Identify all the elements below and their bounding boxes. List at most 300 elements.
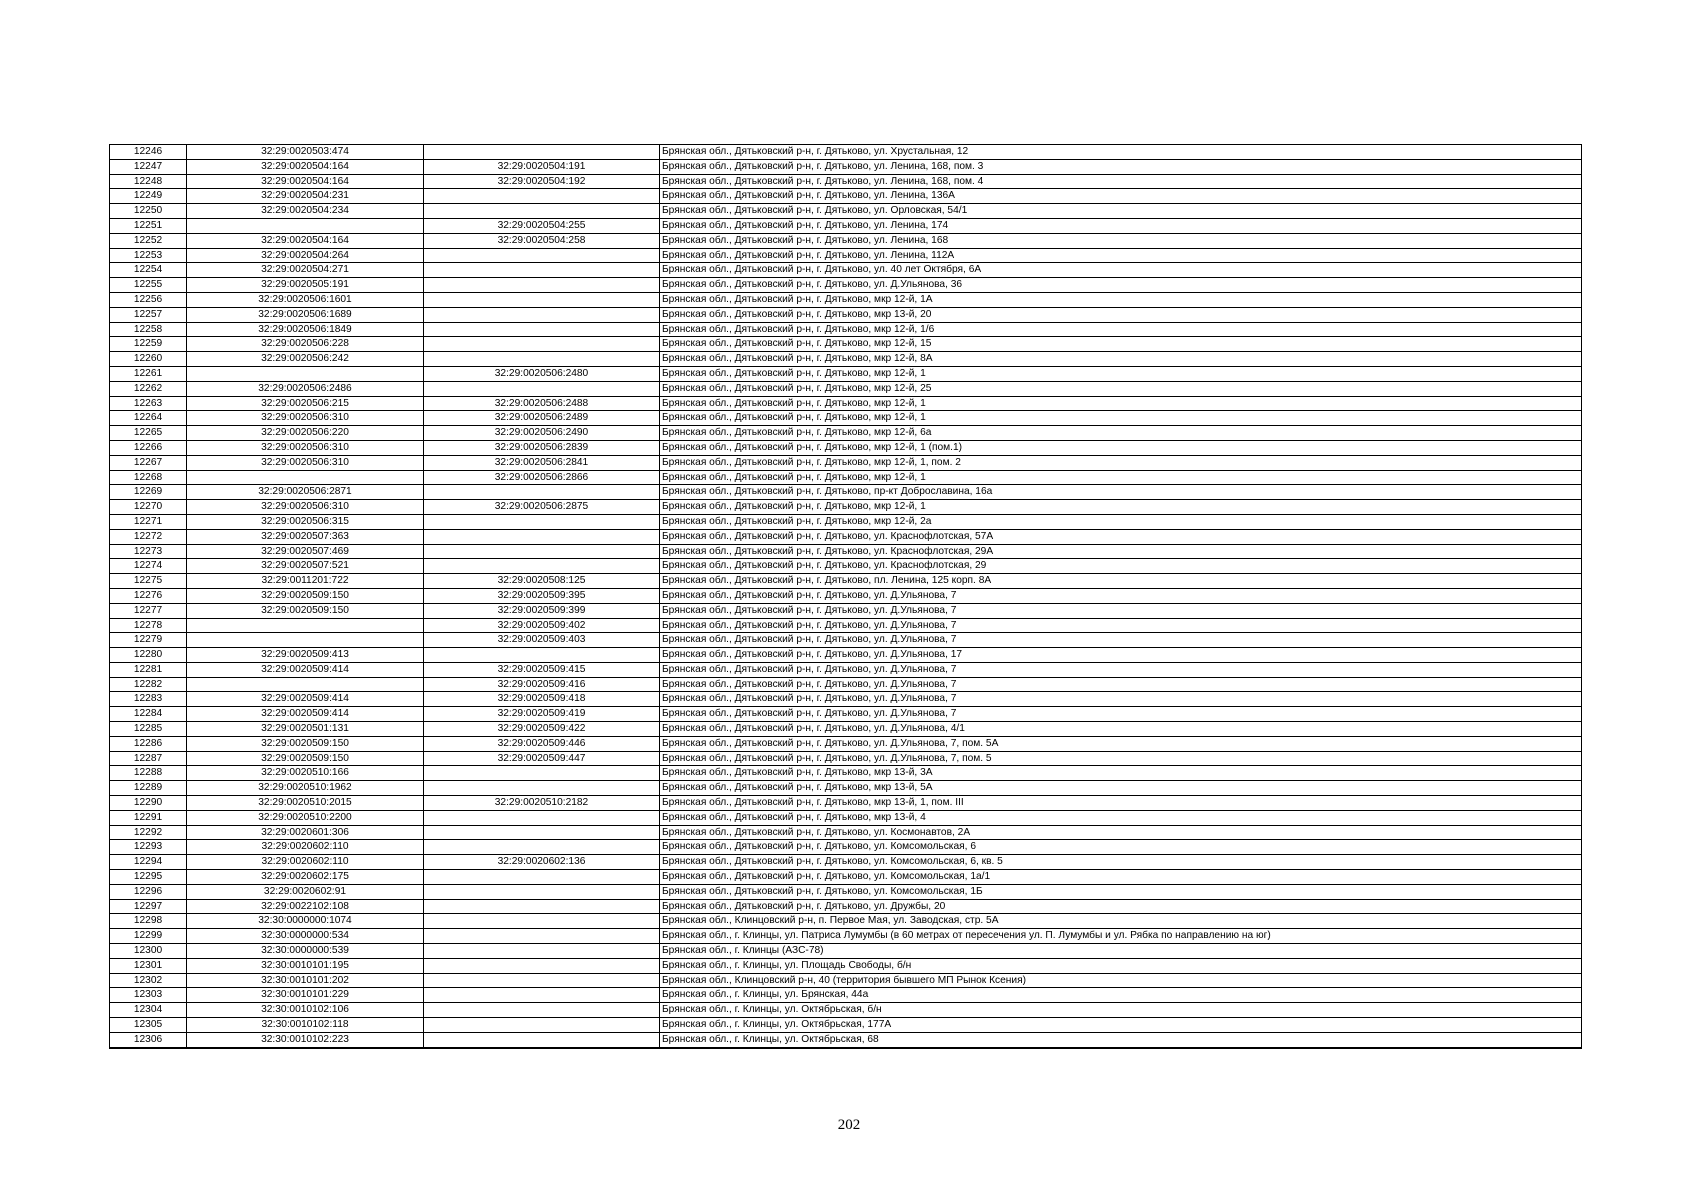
- table-row: [110, 574, 1582, 589]
- table-row: [110, 662, 1582, 677]
- table-row: [110, 233, 1582, 248]
- cadastral-number-cell: 32:29:0020510:2015: [187, 796, 424, 811]
- row-number-cell: 12293: [110, 840, 187, 855]
- cadastral-number-cell: 32:29:0020509:414: [187, 707, 424, 722]
- row-number-cell: 12289: [110, 781, 187, 796]
- row-number-cell: 12254: [110, 263, 187, 278]
- row-number-cell: 12268: [110, 470, 187, 485]
- table-row: [110, 189, 1582, 204]
- cadastral-number-cell: 32:29:0022102:108: [187, 899, 424, 914]
- address-cell: Брянская обл., Дятьковский р-н, г. Дятьково, ул. Д.Ульянова, 7: [660, 603, 1582, 618]
- object-number-cell: 32:29:0020509:402: [424, 618, 660, 633]
- row-number-cell: 12281: [110, 662, 187, 677]
- address-cell: Брянская обл., г. Клинцы, ул. Октябрьская, 68: [660, 1032, 1582, 1047]
- row-number-cell: 12296: [110, 884, 187, 899]
- cadastral-number-cell: 32:29:0020504:264: [187, 248, 424, 263]
- cadastral-number-cell: 32:29:0020506:310: [187, 440, 424, 455]
- object-number-cell: 32:29:0020509:403: [424, 633, 660, 648]
- table-row: [110, 204, 1582, 219]
- cadastral-number-cell: 32:29:0020506:215: [187, 396, 424, 411]
- table-row: [110, 440, 1582, 455]
- object-number-cell: [424, 278, 660, 293]
- table-row: [110, 455, 1582, 470]
- object-number-cell: 32:29:0020506:2875: [424, 500, 660, 515]
- object-number-cell: 32:29:0020506:2839: [424, 440, 660, 455]
- address-cell: Брянская обл., Дятьковский р-н, г. Дятьково, ул. Космонавтов, 2А: [660, 825, 1582, 840]
- address-cell: Брянская обл., Дятьковский р-н, г. Дятьково, ул. Д.Ульянова, 7, пом. 5А: [660, 736, 1582, 751]
- row-number-cell: 12272: [110, 529, 187, 544]
- object-number-cell: 32:29:0020504:255: [424, 218, 660, 233]
- address-cell: Брянская обл., Дятьковский р-н, г. Дятьково, ул. Д.Ульянова, 7: [660, 707, 1582, 722]
- table-row: [110, 751, 1582, 766]
- cadastral-number-cell: 32:29:0020504:231: [187, 189, 424, 204]
- cadastral-number-cell: 32:29:0020602:110: [187, 840, 424, 855]
- address-cell: Брянская обл., Дятьковский р-н, г. Дятьково, ул. Д.Ульянова, 7: [660, 677, 1582, 692]
- object-number-cell: [424, 781, 660, 796]
- row-number-cell: 12249: [110, 189, 187, 204]
- cadastral-number-cell: 32:29:0020506:2486: [187, 381, 424, 396]
- table-row: [110, 1003, 1582, 1018]
- address-cell: Брянская обл., Дятьковский р-н, г. Дятьково, ул. Д.Ульянова, 4/1: [660, 722, 1582, 737]
- object-number-cell: 32:29:0020509:446: [424, 736, 660, 751]
- object-number-cell: [424, 514, 660, 529]
- table-row: [110, 396, 1582, 411]
- cadastral-number-cell: [187, 218, 424, 233]
- address-cell: Брянская обл., Дятьковский р-н, г. Дятьково, мкр 12-й, 1: [660, 470, 1582, 485]
- row-number-cell: 12273: [110, 544, 187, 559]
- row-number-cell: 12279: [110, 633, 187, 648]
- address-cell: Брянская обл., Дятьковский р-н, г. Дятьково, пл. Ленина, 125 корп. 8А: [660, 574, 1582, 589]
- table-row: [110, 292, 1582, 307]
- cadastral-number-cell: 32:29:0020506:1601: [187, 292, 424, 307]
- address-cell: Брянская обл., Дятьковский р-н, г. Дятьково, ул. Д.Ульянова, 7, пом. 5: [660, 751, 1582, 766]
- table-row: [110, 544, 1582, 559]
- address-cell: Брянская обл., Дятьковский р-н, г. Дятьково, ул. Д.Ульянова, 36: [660, 278, 1582, 293]
- cadastral-number-cell: 32:30:0010101:202: [187, 973, 424, 988]
- object-number-cell: [424, 292, 660, 307]
- object-number-cell: [424, 1018, 660, 1033]
- object-number-cell: [424, 840, 660, 855]
- table-row: [110, 973, 1582, 988]
- row-number-cell: 12247: [110, 159, 187, 174]
- object-number-cell: [424, 204, 660, 219]
- address-cell: Брянская обл., Дятьковский р-н, г. Дятьково, ул. Комсомольская, 1а/1: [660, 870, 1582, 885]
- table-row: [110, 870, 1582, 885]
- address-cell: Брянская обл., Дятьковский р-н, г. Дятьково, ул. Ленина, 168, пом. 4: [660, 174, 1582, 189]
- table-row: [110, 677, 1582, 692]
- table-row: [110, 529, 1582, 544]
- row-number-cell: 12276: [110, 588, 187, 603]
- cadastral-number-cell: 32:29:0011201:722: [187, 574, 424, 589]
- row-number-cell: 12274: [110, 559, 187, 574]
- row-number-cell: 12303: [110, 988, 187, 1003]
- address-cell: Брянская обл., Дятьковский р-н, г. Дятьково, ул. Д.Ульянова, 7: [660, 662, 1582, 677]
- table-row: [110, 485, 1582, 500]
- object-number-cell: 32:29:0020509:419: [424, 707, 660, 722]
- address-cell: Брянская обл., Дятьковский р-н, г. Дятьково, ул. 40 лет Октября, 6А: [660, 263, 1582, 278]
- address-cell: Брянская обл., Дятьковский р-н, г. Дятьково, мкр 12-й, 25: [660, 381, 1582, 396]
- object-number-cell: 32:29:0020602:136: [424, 855, 660, 870]
- object-number-cell: 32:29:0020506:2489: [424, 411, 660, 426]
- table-row: [110, 603, 1582, 618]
- cadastral-number-cell: 32:30:0010102:223: [187, 1032, 424, 1047]
- cadastral-number-cell: 32:29:0020504:271: [187, 263, 424, 278]
- row-number-cell: 12259: [110, 337, 187, 352]
- object-number-cell: 32:29:0020506:2490: [424, 426, 660, 441]
- object-number-cell: [424, 559, 660, 574]
- address-cell: Брянская обл., Дятьковский р-н, г. Дятьково, мкр 12-й, 1: [660, 500, 1582, 515]
- address-cell: Брянская обл., Дятьковский р-н, г. Дятьково, мкр 12-й, 2а: [660, 514, 1582, 529]
- address-cell: Брянская обл., Дятьковский р-н, г. Дятьково, мкр 12-й, 1, пом. 2: [660, 455, 1582, 470]
- table-row: [110, 470, 1582, 485]
- address-cell: Брянская обл., Дятьковский р-н, г. Дятьково, ул. Ленина, 136А: [660, 189, 1582, 204]
- address-cell: Брянская обл., Дятьковский р-н, г. Дятьково, ул. Комсомольская, 6, кв. 5: [660, 855, 1582, 870]
- registry-table: [109, 144, 1582, 1049]
- object-number-cell: [424, 988, 660, 1003]
- table-row: [110, 618, 1582, 633]
- cadastral-number-cell: 32:29:0020602:91: [187, 884, 424, 899]
- row-number-cell: 12287: [110, 751, 187, 766]
- address-cell: Брянская обл., Дятьковский р-н, г. Дятьково, ул. Краснофлотская, 29А: [660, 544, 1582, 559]
- table-row: [110, 633, 1582, 648]
- address-cell: Брянская обл., Дятьковский р-н, г. Дятьково, ул. Ленина, 174: [660, 218, 1582, 233]
- row-number-cell: 12286: [110, 736, 187, 751]
- cadastral-number-cell: 32:29:0020506:242: [187, 352, 424, 367]
- cadastral-number-cell: [187, 618, 424, 633]
- object-number-cell: [424, 899, 660, 914]
- row-number-cell: 12299: [110, 929, 187, 944]
- object-number-cell: [424, 529, 660, 544]
- cadastral-number-cell: 32:29:0020602:175: [187, 870, 424, 885]
- object-number-cell: [424, 1003, 660, 1018]
- object-number-cell: [424, 648, 660, 663]
- address-cell: Брянская обл., Клинцовский р-н, п. Первое Мая, ул. Заводская, стр. 5А: [660, 914, 1582, 929]
- address-cell: Брянская обл., Дятьковский р-н, г. Дятьково, ул. Комсомольская, 1Б: [660, 884, 1582, 899]
- table-row: [110, 145, 1582, 160]
- table-row: [110, 914, 1582, 929]
- row-number-cell: 12291: [110, 810, 187, 825]
- cadastral-number-cell: 32:29:0020506:315: [187, 514, 424, 529]
- address-cell: Брянская обл., Дятьковский р-н, г. Дятьково, ул. Дружбы, 20: [660, 899, 1582, 914]
- table-row: [110, 722, 1582, 737]
- object-number-cell: 32:29:0020508:125: [424, 574, 660, 589]
- address-cell: Брянская обл., Дятьковский р-н, г. Дятьково, мкр 12-й, 1: [660, 411, 1582, 426]
- table-row: [110, 692, 1582, 707]
- cadastral-number-cell: 32:29:0020504:164: [187, 159, 424, 174]
- table-row: [110, 381, 1582, 396]
- cadastral-number-cell: 32:29:0020510:1962: [187, 781, 424, 796]
- row-number-cell: 12260: [110, 352, 187, 367]
- row-number-cell: 12265: [110, 426, 187, 441]
- table-row: [110, 426, 1582, 441]
- row-number-cell: 12283: [110, 692, 187, 707]
- row-number-cell: 12270: [110, 500, 187, 515]
- row-number-cell: 12282: [110, 677, 187, 692]
- object-number-cell: 32:29:0020506:2866: [424, 470, 660, 485]
- object-number-cell: 32:29:0020510:2182: [424, 796, 660, 811]
- row-number-cell: 12262: [110, 381, 187, 396]
- address-cell: Брянская обл., Дятьковский р-н, г. Дятьково, мкр 12-й, 6а: [660, 426, 1582, 441]
- address-cell: Брянская обл., г. Клинцы, ул. Октябрьская, б/н: [660, 1003, 1582, 1018]
- address-cell: Брянская обл., Дятьковский р-н, г. Дятьково, мкр 13-й, 20: [660, 307, 1582, 322]
- table-row: [110, 307, 1582, 322]
- row-number-cell: 12257: [110, 307, 187, 322]
- table-row: [110, 159, 1582, 174]
- row-number-cell: 12255: [110, 278, 187, 293]
- row-number-cell: 12294: [110, 855, 187, 870]
- address-cell: Брянская обл., Дятьковский р-н, г. Дятьково, ул. Хрустальная, 12: [660, 145, 1582, 160]
- address-cell: Брянская обл., Дятьковский р-н, г. Дятьково, пр-кт Доброславина, 16а: [660, 485, 1582, 500]
- cadastral-number-cell: 32:29:0020509:150: [187, 603, 424, 618]
- table-row: [110, 411, 1582, 426]
- table-row: [110, 366, 1582, 381]
- cadastral-number-cell: 32:29:0020506:310: [187, 500, 424, 515]
- table-row: [110, 337, 1582, 352]
- address-cell: Брянская обл., Дятьковский р-н, г. Дятьково, мкр 12-й, 1: [660, 366, 1582, 381]
- address-cell: Брянская обл., Дятьковский р-н, г. Дятьково, мкр 12-й, 1/6: [660, 322, 1582, 337]
- object-number-cell: 32:29:0020509:416: [424, 677, 660, 692]
- row-number-cell: 12251: [110, 218, 187, 233]
- row-number-cell: 12269: [110, 485, 187, 500]
- table-row: [110, 825, 1582, 840]
- address-cell: Брянская обл., Дятьковский р-н, г. Дятьково, мкр 12-й, 1А: [660, 292, 1582, 307]
- object-number-cell: [424, 485, 660, 500]
- row-number-cell: 12306: [110, 1032, 187, 1047]
- row-number-cell: 12253: [110, 248, 187, 263]
- address-cell: Брянская обл., Дятьковский р-н, г. Дятьково, ул. Ленина, 112А: [660, 248, 1582, 263]
- object-number-cell: [424, 248, 660, 263]
- object-number-cell: [424, 929, 660, 944]
- row-number-cell: 12302: [110, 973, 187, 988]
- cadastral-number-cell: 32:29:0020503:474: [187, 145, 424, 160]
- row-number-cell: 12266: [110, 440, 187, 455]
- table-row: [110, 588, 1582, 603]
- table-row: [110, 248, 1582, 263]
- object-number-cell: [424, 870, 660, 885]
- cadastral-number-cell: 32:30:0010101:195: [187, 958, 424, 973]
- row-number-cell: 12298: [110, 914, 187, 929]
- page-number: 202: [837, 1117, 861, 1133]
- row-number-cell: 12295: [110, 870, 187, 885]
- cadastral-number-cell: 32:29:0020507:521: [187, 559, 424, 574]
- address-cell: Брянская обл., Дятьковский р-н, г. Дятьково, ул. Орловская, 54/1: [660, 204, 1582, 219]
- cadastral-number-cell: [187, 677, 424, 692]
- address-cell: Брянская обл., Дятьковский р-н, г. Дятьково, мкр 13-й, 1, пом. III: [660, 796, 1582, 811]
- cadastral-number-cell: 32:29:0020501:131: [187, 722, 424, 737]
- row-number-cell: 12290: [110, 796, 187, 811]
- row-number-cell: 12300: [110, 944, 187, 959]
- address-cell: Брянская обл., Дятьковский р-н, г. Дятьково, ул. Д.Ульянова, 7: [660, 588, 1582, 603]
- object-number-cell: [424, 958, 660, 973]
- table-row: [110, 514, 1582, 529]
- cadastral-number-cell: 32:29:0020504:164: [187, 233, 424, 248]
- cadastral-number-cell: 32:30:0010102:106: [187, 1003, 424, 1018]
- table-row: [110, 648, 1582, 663]
- cadastral-number-cell: 32:30:0010101:229: [187, 988, 424, 1003]
- object-number-cell: [424, 884, 660, 899]
- table-row: [110, 1032, 1582, 1047]
- row-number-cell: 12256: [110, 292, 187, 307]
- row-number-cell: 12277: [110, 603, 187, 618]
- address-cell: Брянская обл., Дятьковский р-н, г. Дятьково, ул. Д.Ульянова, 7: [660, 692, 1582, 707]
- cadastral-number-cell: 32:29:0020506:1849: [187, 322, 424, 337]
- table-row: [110, 559, 1582, 574]
- row-number-cell: 12288: [110, 766, 187, 781]
- address-cell: Брянская обл., Дятьковский р-н, г. Дятьково, мкр 12-й, 1: [660, 396, 1582, 411]
- object-number-cell: [424, 337, 660, 352]
- row-number-cell: 12278: [110, 618, 187, 633]
- cadastral-number-cell: 32:29:0020510:2200: [187, 810, 424, 825]
- object-number-cell: [424, 914, 660, 929]
- address-cell: Брянская обл., Дятьковский р-н, г. Дятьково, мкр 13-й, 3А: [660, 766, 1582, 781]
- table-row: [110, 174, 1582, 189]
- table-row: [110, 766, 1582, 781]
- cadastral-number-cell: 32:29:0020506:310: [187, 411, 424, 426]
- address-cell: Брянская обл., г. Клинцы, ул. Патриса Лумумбы (в 60 метрах от пересечения ул. П. Лумумбы и ул. Рябка по направлению на юг): [660, 929, 1582, 944]
- object-number-cell: 32:29:0020509:395: [424, 588, 660, 603]
- row-number-cell: 12250: [110, 204, 187, 219]
- cadastral-number-cell: 32:30:0000000:539: [187, 944, 424, 959]
- row-number-cell: 12261: [110, 366, 187, 381]
- table-row: [110, 958, 1582, 973]
- object-number-cell: [424, 381, 660, 396]
- cadastral-number-cell: 32:29:0020509:150: [187, 736, 424, 751]
- cadastral-number-cell: 32:29:0020505:191: [187, 278, 424, 293]
- row-number-cell: 12275: [110, 574, 187, 589]
- table-row: [110, 899, 1582, 914]
- object-number-cell: 32:29:0020504:258: [424, 233, 660, 248]
- table-row: [110, 810, 1582, 825]
- cadastral-number-cell: 32:29:0020601:306: [187, 825, 424, 840]
- address-cell: Брянская обл., г. Клинцы, ул. Площадь Свободы, б/н: [660, 958, 1582, 973]
- object-number-cell: 32:29:0020509:415: [424, 662, 660, 677]
- cadastral-number-cell: 32:30:0000000:1074: [187, 914, 424, 929]
- cadastral-number-cell: 32:29:0020507:469: [187, 544, 424, 559]
- cadastral-number-cell: 32:29:0020509:414: [187, 692, 424, 707]
- table-row: [110, 278, 1582, 293]
- address-cell: Брянская обл., Дятьковский р-н, г. Дятьково, ул. Комсомольская, 6: [660, 840, 1582, 855]
- table-row: [110, 707, 1582, 722]
- row-number-cell: 12267: [110, 455, 187, 470]
- cadastral-number-cell: 32:29:0020506:220: [187, 426, 424, 441]
- cadastral-number-cell: [187, 470, 424, 485]
- row-number-cell: 12246: [110, 145, 187, 160]
- row-number-cell: 12248: [110, 174, 187, 189]
- object-number-cell: 32:29:0020506:2488: [424, 396, 660, 411]
- row-number-cell: 12258: [110, 322, 187, 337]
- address-cell: Брянская обл., Дятьковский р-н, г. Дятьково, ул. Д.Ульянова, 7: [660, 633, 1582, 648]
- cadastral-number-cell: 32:29:0020509:414: [187, 662, 424, 677]
- table-row: [110, 796, 1582, 811]
- table-row: [110, 1018, 1582, 1033]
- address-cell: Брянская обл., Дятьковский р-н, г. Дятьково, ул. Д.Ульянова, 7: [660, 618, 1582, 633]
- cadastral-number-cell: 32:29:0020509:150: [187, 588, 424, 603]
- object-number-cell: [424, 810, 660, 825]
- cadastral-number-cell: 32:29:0020506:2871: [187, 485, 424, 500]
- object-number-cell: 32:29:0020504:191: [424, 159, 660, 174]
- row-number-cell: 12297: [110, 899, 187, 914]
- address-cell: Брянская обл., Дятьковский р-н, г. Дятьково, ул. Краснофлотская, 57А: [660, 529, 1582, 544]
- address-cell: Брянская обл., Дятьковский р-н, г. Дятьково, ул. Ленина, 168, пом. 3: [660, 159, 1582, 174]
- address-cell: Брянская обл., Дятьковский р-н, г. Дятьково, мкр 12-й, 15: [660, 337, 1582, 352]
- object-number-cell: [424, 263, 660, 278]
- table-row: [110, 988, 1582, 1003]
- row-number-cell: 12284: [110, 707, 187, 722]
- object-number-cell: [424, 825, 660, 840]
- object-number-cell: [424, 766, 660, 781]
- table-row: [110, 840, 1582, 855]
- object-number-cell: [424, 307, 660, 322]
- cadastral-number-cell: 32:29:0020510:166: [187, 766, 424, 781]
- object-number-cell: 32:29:0020504:192: [424, 174, 660, 189]
- table-row: [110, 781, 1582, 796]
- cadastral-number-cell: 32:29:0020504:234: [187, 204, 424, 219]
- table-row: [110, 944, 1582, 959]
- address-cell: Брянская обл., Дятьковский р-н, г. Дятьково, ул. Краснофлотская, 29: [660, 559, 1582, 574]
- address-cell: Брянская обл., Дятьковский р-н, г. Дятьково, ул. Ленина, 168: [660, 233, 1582, 248]
- row-number-cell: 12304: [110, 1003, 187, 1018]
- cadastral-number-cell: 32:29:0020507:363: [187, 529, 424, 544]
- table-row: [110, 263, 1582, 278]
- object-number-cell: 32:29:0020509:418: [424, 692, 660, 707]
- row-number-cell: 12252: [110, 233, 187, 248]
- object-number-cell: 32:29:0020509:399: [424, 603, 660, 618]
- cadastral-number-cell: 32:29:0020509:413: [187, 648, 424, 663]
- address-cell: Брянская обл., Дятьковский р-н, г. Дятьково, мкр 13-й, 5А: [660, 781, 1582, 796]
- object-number-cell: [424, 944, 660, 959]
- cadastral-number-cell: [187, 633, 424, 648]
- row-number-cell: 12264: [110, 411, 187, 426]
- object-number-cell: 32:29:0020509:447: [424, 751, 660, 766]
- object-number-cell: [424, 322, 660, 337]
- object-number-cell: [424, 189, 660, 204]
- row-number-cell: 12285: [110, 722, 187, 737]
- table-row: [110, 884, 1582, 899]
- address-cell: Брянская обл., г. Клинцы, ул. Октябрьская, 177А: [660, 1018, 1582, 1033]
- address-cell: Брянская обл., Клинцовский р-н, 40 (территория бывшего МП Рынок Ксения): [660, 973, 1582, 988]
- row-number-cell: 12263: [110, 396, 187, 411]
- cadastral-number-cell: 32:29:0020506:310: [187, 455, 424, 470]
- object-number-cell: [424, 145, 660, 160]
- cadastral-number-cell: 32:29:0020506:1689: [187, 307, 424, 322]
- object-number-cell: 32:29:0020506:2841: [424, 455, 660, 470]
- address-cell: Брянская обл., г. Клинцы (АЗС-78): [660, 944, 1582, 959]
- table-row: [110, 218, 1582, 233]
- object-number-cell: 32:29:0020506:2480: [424, 366, 660, 381]
- address-cell: Брянская обл., Дятьковский р-н, г. Дятьково, мкр 12-й, 1 (пом.1): [660, 440, 1582, 455]
- table-row: [110, 855, 1582, 870]
- address-cell: Брянская обл., Дятьковский р-н, г. Дятьково, мкр 12-й, 8А: [660, 352, 1582, 367]
- cadastral-number-cell: 32:29:0020506:228: [187, 337, 424, 352]
- object-number-cell: [424, 352, 660, 367]
- registry-table-body: [110, 145, 1582, 1048]
- object-number-cell: 32:29:0020509:422: [424, 722, 660, 737]
- table-row: [110, 322, 1582, 337]
- table-row: [110, 929, 1582, 944]
- cadastral-number-cell: 32:29:0020504:164: [187, 174, 424, 189]
- cadastral-number-cell: 32:30:0000000:534: [187, 929, 424, 944]
- cadastral-number-cell: 32:30:0010102:118: [187, 1018, 424, 1033]
- cadastral-number-cell: [187, 366, 424, 381]
- address-cell: Брянская обл., г. Клинцы, ул. Брянская, 44а: [660, 988, 1582, 1003]
- object-number-cell: [424, 1032, 660, 1047]
- row-number-cell: 12280: [110, 648, 187, 663]
- table-row: [110, 352, 1582, 367]
- table-row: [110, 500, 1582, 515]
- row-number-cell: 12305: [110, 1018, 187, 1033]
- object-number-cell: [424, 973, 660, 988]
- cadastral-number-cell: 32:29:0020602:110: [187, 855, 424, 870]
